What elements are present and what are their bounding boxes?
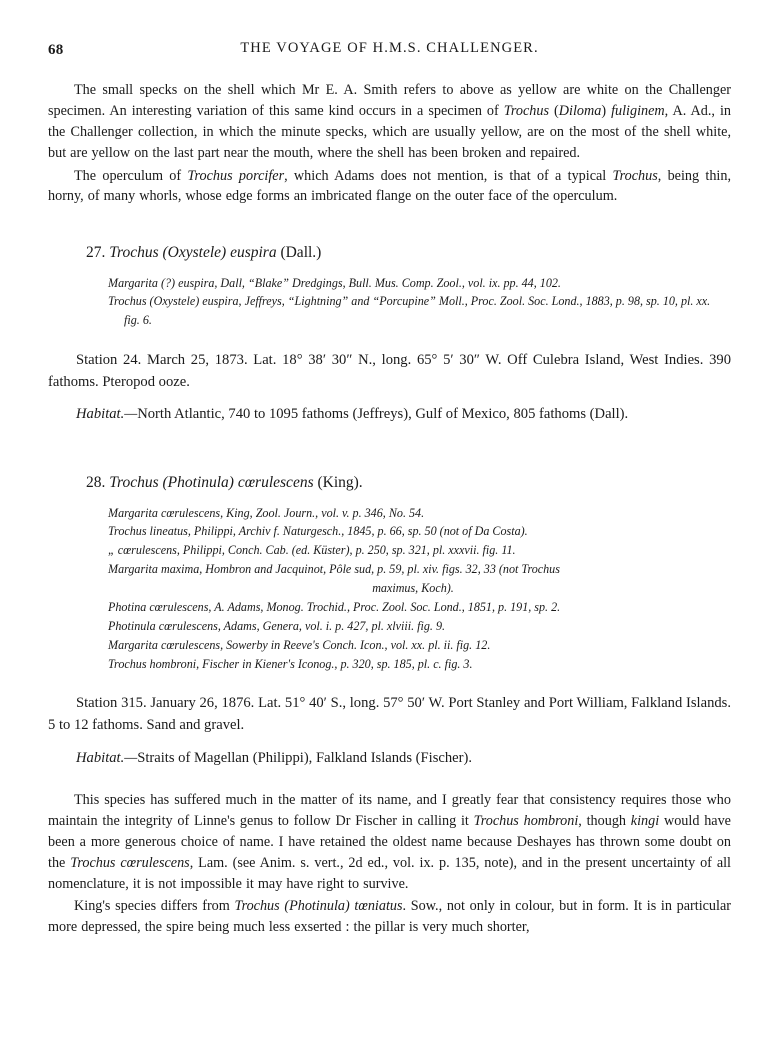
habitat-paragraph-28 [48,748,731,770]
closing-p2-text-b: . Sow., not only in colour, but in form. It is in particular more depressed, the spire being much less exserted : the pillar is very much shorter, [48,898,731,936]
intro-p2-text-c: , being thin, horny, of many whorls, whose edge forms an imbricated flange on the outer face of the operculum. [48,167,731,205]
species-entry-heading-28 [86,471,731,494]
entry-name-28: Trochus (Photinula) cœrulescens [109,474,314,492]
intro-p1-italic-3: fuliginem [611,102,665,119]
closing-p1-text-d: , Lam. (see Anim. s. vert., 2d ed., vol. ix. p. 135, note), and in the present uncertainty of all nomenclature, it is not impossible it may have right to survive. [48,854,732,892]
page-content [48,40,731,938]
synonymy-line: Margarita (?) euspira, Dall, “Blake” Dredgings, Bull. Mus. Comp. Zool., vol. ix. pp. 44, 102. [108,275,561,290]
habitat-label: Habitat.— [76,750,138,767]
habitat-paragraph-27 [48,404,731,426]
synonymy-block-28 [108,504,718,673]
entry-number-27: 27. [86,244,106,262]
intro-paragraph-1 [48,80,731,164]
intro-paragraph-2 [48,166,731,208]
habitat-gap [48,737,731,748]
intro-p1-italic-1: Trochus [503,102,549,119]
habitat-text: Straits of Magellan (Philippi), Falkland Islands (Fischer). [137,750,473,767]
closing-p1-italic-1: Trochus hombroni [473,812,579,829]
closing-p1-text-c: would have been a more generous choice of name. I have retained the oldest name because Deshayes has thrown some doubt on the [48,812,731,871]
entry-gap [48,673,731,693]
station-paragraph-27: Station 24. March 25, 1873. Lat. 18° 38′ 30″ N., long. 65° 5′ 30″ W. Off Culebra Island, West Indies. 390 fathoms. Pteropod ooze. [48,351,731,390]
intro-p2-italic-1: Trochus porcifer [187,167,285,184]
entry-gap [48,330,731,350]
synonymy-line: Margarita maxima, Hombron and Jacquinot, Pôle sud, p. 59, pl. xiv. figs. 32, 33 (not Trochus [108,562,560,577]
intro-p1-text-c: ) [601,102,612,119]
closing-p1-text-a: This species has suffered much in the matter of its name, and I greatly fear that consistency requires those who maintain the integrity of Linne's genus to follow Dr Fischer in calling it [48,792,731,829]
synonymy-line: Photina cœrulescens, A. Adams, Monog. Trochid., Proc. Zool. Soc. Lond., 1851, p. 191, sp. 2. [108,599,561,614]
synonymy-line: Photinula cœrulescens, Adams, Genera, vol. i. p. 427, pl. xlviii. fig. 9. [108,618,446,633]
closing-p2-italic-1: Trochus (Photinula) tœniatus [234,898,403,915]
section-gap [48,207,731,241]
entry-authority-28: (King). [317,474,363,492]
synonymy-line: Trochus (Oxystele) euspira, Jeffreys, “Lightning” and “Porcupine” Moll., Proc. Zool. Soc. Lond., 1883, p. 98, sp. 10, pl. xx. fig. 6. [108,294,711,327]
closing-paragraph-2 [48,896,731,938]
habitat-gap [48,393,731,404]
species-entry-heading-27 [86,241,731,264]
closing-p1-text-b: , though [578,812,631,829]
closing-paragraph-1 [48,790,731,894]
habitat-text: North Atlantic, 740 to 1095 fathoms (Jeffreys), Gulf of Mexico, 805 fathoms (Dall). [137,406,629,423]
intro-p2-italic-2: Trochus [612,167,658,184]
closing-p1-italic-3: Trochus cœrulescens [70,854,190,871]
intro-p2-text-a: The operculum of [74,167,188,184]
intro-p1-text-a: The small specks on the shell which Mr E. A. Smith refers to above as yellow are white on the Challenger specimen. An interesting variation of this same kind occurs in a specimen of [48,82,731,119]
intro-p2-text-b: , which Adams does not mention, is that of a typical [284,167,613,184]
section-gap [48,426,731,460]
station-paragraph-28: Station 315. January 26, 1876. Lat. 51° 40′ S., long. 57° 50′ W. Port Stanley and Port William, Falkland Islands. 5 to 12 fathoms. Sand and gravel. [48,695,731,734]
running-head: THE VOYAGE OF H.M.S. CHALLENGER. [240,40,539,56]
closing-gap [48,770,731,790]
synonymy-line: „ cœrulescens, Philippi, Conch. Cab. (ed. Küster), p. 250, sp. 321, pl. xxxvii. fig. 11. [108,543,516,558]
synonymy-block-27 [108,274,718,330]
synonymy-line: Trochus lineatus, Philippi, Archiv f. Naturgesch., 1845, p. 66, sp. 50 (not of Da Costa). [108,524,528,539]
page-header [48,40,731,64]
habitat-label: Habitat.— [76,406,138,423]
closing-p2-text-a: King's species differs from [74,898,235,915]
intro-p1-italic-2: Diloma [558,102,602,119]
synonymy-line: Margarita cœrulescens, Sowerby in Reeve's Conch. Icon., vol. xx. pl. ii. fig. 12. [108,637,491,652]
intro-p1-text-b: ( [548,102,559,119]
intro-p1-text-d: , A. Ad., in the Challenger collection, in which the minute specks, which are usually yellow, are on the most of the shell white, but are yellow on the last part near the mouth, where the shell has been broken and repaired. [48,102,731,161]
synonymy-line: Margarita cœrulescens, King, Zool. Journ., vol. v. p. 346, No. 54. [108,505,425,520]
section-gap-extra [48,460,731,471]
entry-number-28: 28. [86,474,106,492]
entry-name-27: Trochus (Oxystele) euspira [109,244,277,262]
synonymy-line-continued: maximus, Koch). [372,581,454,596]
entry-authority-27: (Dall.) [280,244,322,262]
page-number: 68 [48,42,64,58]
closing-p1-italic-2: kingi [630,812,660,829]
synonymy-line: Trochus hombroni, Fischer in Kiener's Iconog., p. 320, sp. 185, pl. c. fig. 3. [108,656,473,671]
